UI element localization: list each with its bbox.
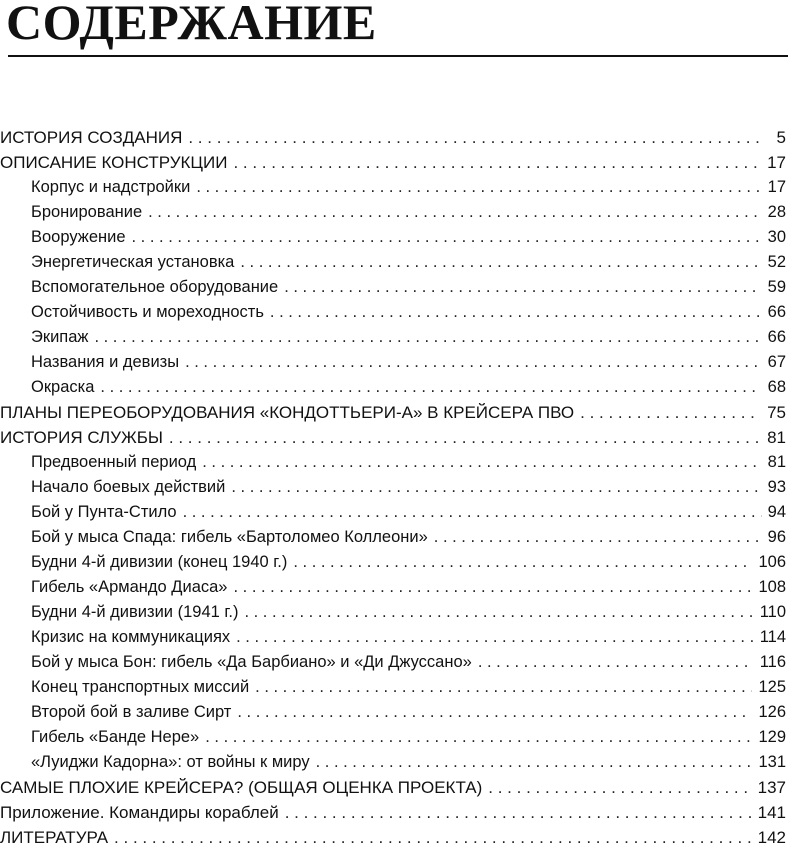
toc-entry-title: Предвоенный период <box>31 453 197 471</box>
toc-page-number: 142 <box>757 828 786 847</box>
toc-page-number: 17 <box>767 178 786 196</box>
toc-subsection-entry[interactable] <box>0 750 786 775</box>
dot-leader <box>169 425 761 450</box>
toc-section-entry[interactable] <box>0 800 786 825</box>
dot-leader <box>183 500 762 525</box>
dot-leader <box>94 325 761 350</box>
toc-entry-title: Корпус и надстройки <box>31 178 191 196</box>
title-divider <box>8 55 788 57</box>
table-of-contents <box>0 125 786 850</box>
toc-subsection-entry[interactable] <box>0 650 786 675</box>
dot-leader <box>132 225 762 250</box>
toc-subsection-entry[interactable] <box>0 625 786 650</box>
toc-entry-title: САМЫЕ ПЛОХИЕ КРЕЙСЕРА? (ОБЩАЯ ОЦЕНКА ПРОЕКТА) <box>0 778 483 797</box>
toc-section-entry[interactable] <box>0 125 786 150</box>
toc-page-number: 114 <box>759 628 786 646</box>
toc-page-number: 126 <box>758 703 786 721</box>
dot-leader <box>285 800 752 825</box>
toc-entry-title: ИСТОРИЯ СОЗДАНИЯ <box>0 128 183 147</box>
toc-page-number: 67 <box>767 353 786 371</box>
toc-page-number: 59 <box>767 278 786 296</box>
toc-subsection-entry[interactable] <box>0 275 786 300</box>
toc-subsection-entry[interactable] <box>0 600 786 625</box>
toc-subsection-entry[interactable] <box>0 200 786 225</box>
dot-leader <box>244 600 753 625</box>
dot-leader <box>434 525 762 550</box>
toc-entry-title: Бой у мыса Бон: гибель «Да Барбиано» и «Ди Джуссано» <box>31 653 472 671</box>
toc-page-number: 125 <box>758 678 786 696</box>
dot-leader <box>255 675 752 700</box>
toc-page-number: 5 <box>776 128 786 147</box>
toc-page-number: 68 <box>767 378 786 396</box>
toc-entry-title: Названия и девизы <box>31 353 180 371</box>
toc-entry-title: Гибель «Армандо Диаса» <box>31 578 228 596</box>
dot-leader <box>188 125 764 150</box>
toc-page-number: 30 <box>767 228 786 246</box>
dot-leader <box>236 625 754 650</box>
toc-entry-title: Бой у мыса Спада: гибель «Бартоломео Коллеони» <box>31 528 428 546</box>
toc-page-number: 110 <box>759 603 786 621</box>
toc-page-number: 66 <box>767 303 786 321</box>
toc-section-entry[interactable] <box>0 400 786 425</box>
toc-entry-title: ИСТОРИЯ СЛУЖБЫ <box>0 428 163 447</box>
toc-subsection-entry[interactable] <box>0 350 786 375</box>
toc-subsection-entry[interactable] <box>0 550 786 575</box>
dot-leader <box>233 150 761 175</box>
dot-leader <box>231 475 761 500</box>
toc-entry-title: Кризис на коммуникациях <box>31 628 231 646</box>
toc-entry-title: «Луиджи Кадорна»: от войны к миру <box>31 753 310 771</box>
toc-entry-title: Остойчивость и мореходность <box>31 303 264 321</box>
dot-leader <box>284 275 761 300</box>
dot-leader <box>580 400 761 425</box>
dot-leader <box>100 375 761 400</box>
toc-page-number: 81 <box>767 428 786 447</box>
toc-page-number: 108 <box>758 578 786 596</box>
toc-subsection-entry[interactable] <box>0 250 786 275</box>
toc-page-number: 75 <box>767 403 786 422</box>
toc-entry-title: Гибель «Банде Нере» <box>31 728 200 746</box>
toc-subsection-entry[interactable] <box>0 575 786 600</box>
dot-leader <box>202 450 761 475</box>
toc-entry-title: Будни 4-й дивизии (конец 1940 г.) <box>31 553 288 571</box>
toc-page-number: 137 <box>757 778 786 797</box>
toc-entry-title: Будни 4-й дивизии (1941 г.) <box>31 603 239 621</box>
toc-entry-title: Начало боевых действий <box>31 478 226 496</box>
toc-page-number: 96 <box>767 528 786 546</box>
toc-page-number: 28 <box>767 203 786 221</box>
dot-leader <box>488 775 751 800</box>
toc-page-number: 94 <box>767 503 786 521</box>
toc-subsection-entry[interactable] <box>0 700 786 725</box>
dot-leader <box>316 750 753 775</box>
toc-entry-title: ПЛАНЫ ПЕРЕОБОРУДОВАНИЯ «КОНДОТТЬЕРИ-А» В КРЕЙСЕРА ПВО <box>0 403 575 422</box>
toc-subsection-entry[interactable] <box>0 375 786 400</box>
toc-entry-title: Второй бой в заливе Сирт <box>31 703 232 721</box>
toc-subsection-entry[interactable] <box>0 450 786 475</box>
toc-page-number: 93 <box>767 478 786 496</box>
dot-leader <box>233 575 752 600</box>
toc-subsection-entry[interactable] <box>0 325 786 350</box>
toc-subsection-entry[interactable] <box>0 500 786 525</box>
toc-subsection-entry[interactable] <box>0 225 786 250</box>
toc-entry-title: Вспомогательное оборудование <box>31 278 279 296</box>
toc-entry-title: Экипаж <box>31 328 89 346</box>
toc-entry-title: Бронирование <box>31 203 143 221</box>
dot-leader <box>205 725 752 750</box>
dot-leader <box>240 250 761 275</box>
dot-leader <box>293 550 752 575</box>
toc-entry-title: Окраска <box>31 378 95 396</box>
toc-section-entry[interactable] <box>0 825 786 850</box>
toc-subsection-entry[interactable] <box>0 725 786 750</box>
dot-leader <box>478 650 754 675</box>
dot-leader <box>185 350 762 375</box>
toc-section-entry[interactable] <box>0 425 786 450</box>
toc-page-number: 129 <box>758 728 786 746</box>
toc-section-entry[interactable] <box>0 150 786 175</box>
toc-entry-title: Конец транспортных миссий <box>31 678 250 696</box>
toc-subsection-entry[interactable] <box>0 675 786 700</box>
dot-leader <box>196 175 761 200</box>
dot-leader <box>148 200 762 225</box>
toc-entry-title: Вооружение <box>31 228 126 246</box>
toc-entry-title: Бой у Пунта-Стило <box>31 503 177 521</box>
toc-page-number: 131 <box>758 753 786 771</box>
dot-leader <box>270 300 762 325</box>
toc-page-number: 116 <box>759 653 786 671</box>
dot-leader <box>237 700 752 725</box>
toc-entry-title: ОПИСАНИЕ КОНСТРУКЦИИ <box>0 153 228 172</box>
toc-entry-title: ЛИТЕРАТУРА <box>0 828 109 847</box>
toc-entry-title: Приложение. Командиры кораблей <box>0 803 279 822</box>
toc-page-number: 52 <box>767 253 786 271</box>
toc-entry-title: Энергетическая установка <box>31 253 235 271</box>
toc-subsection-entry[interactable] <box>0 300 786 325</box>
toc-page-number: 81 <box>767 453 786 471</box>
toc-section-entry[interactable] <box>0 775 786 800</box>
toc-subsection-entry[interactable] <box>0 475 786 500</box>
toc-subsection-entry[interactable] <box>0 525 786 550</box>
toc-page-number: 141 <box>757 803 786 822</box>
toc-page-number: 17 <box>767 153 786 172</box>
toc-subsection-entry[interactable] <box>0 175 786 200</box>
dot-leader <box>114 825 752 850</box>
page-title: СОДЕРЖАНИЕ <box>6 0 377 50</box>
toc-page-number: 66 <box>767 328 786 346</box>
toc-page-number: 106 <box>758 553 786 571</box>
